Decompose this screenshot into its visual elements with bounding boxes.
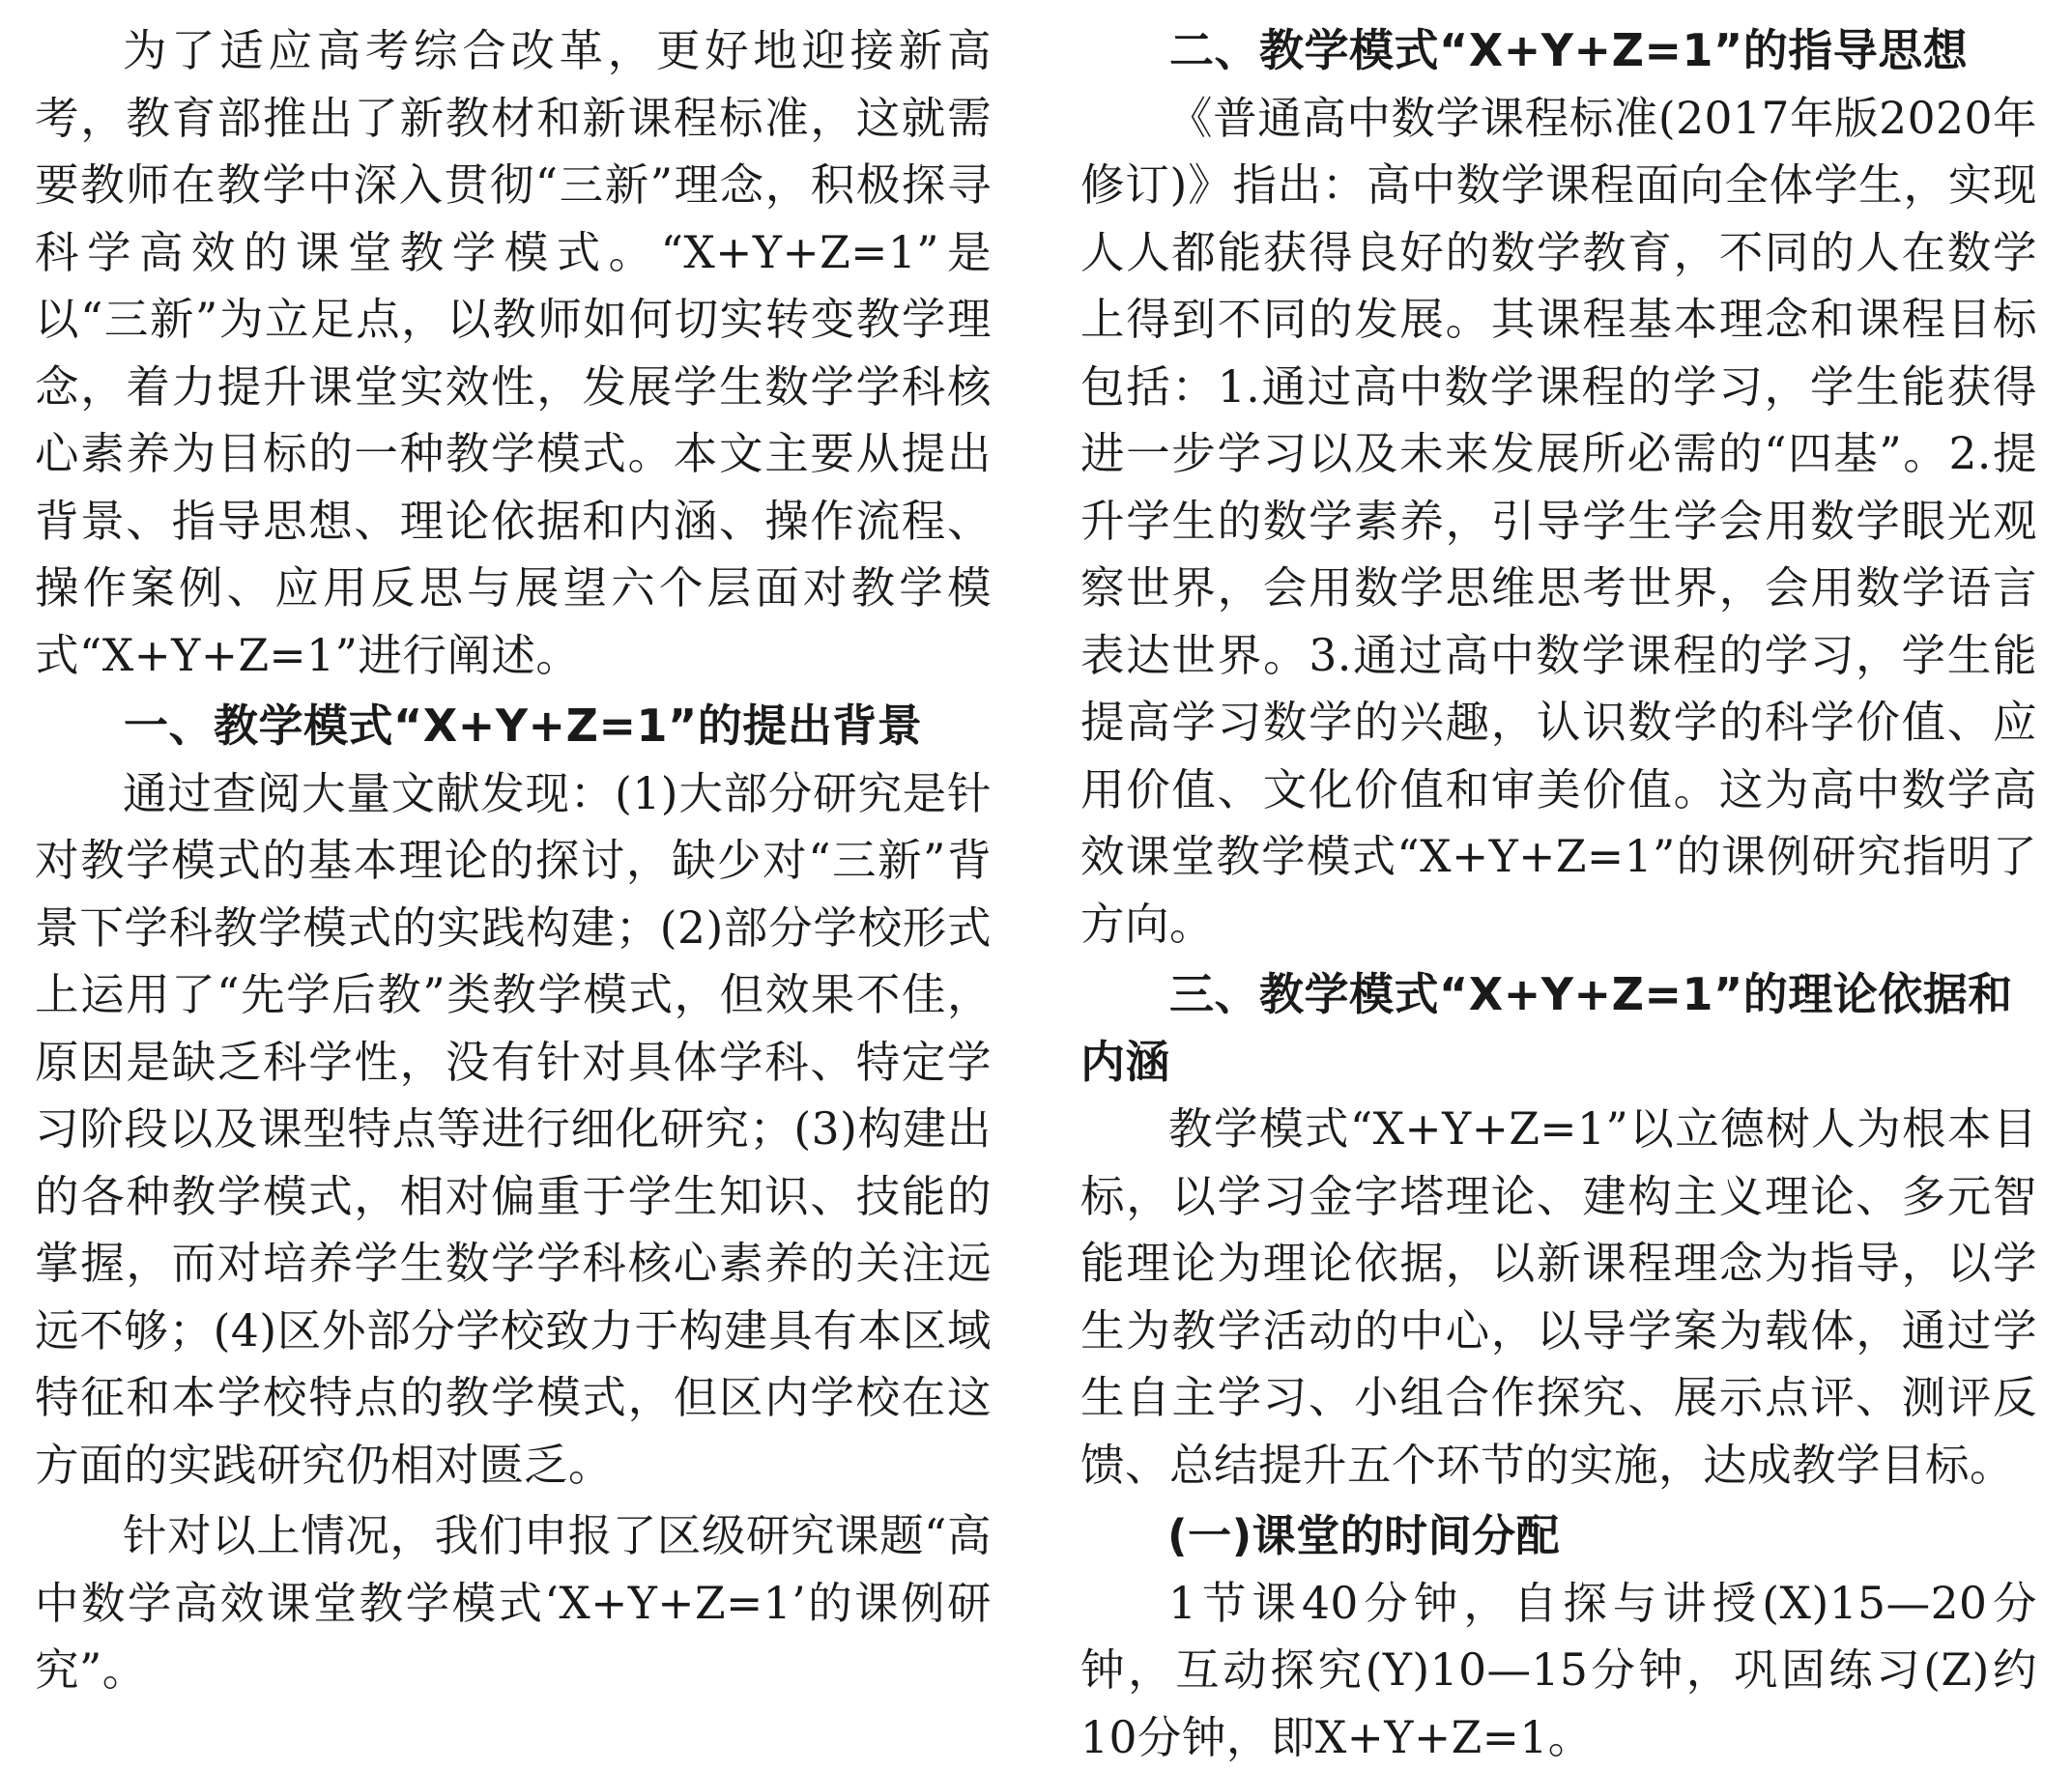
section-1-paragraph-2: 针对以上情况，我们申报了区级研究课题“高中数学高效课堂教学模式‘X+Y+Z=1’的课例研究”。 — [35, 1502, 992, 1704]
section-2-heading: 二、教学模式“X+Y+Z=1”的指导思想 — [1080, 17, 2037, 85]
subsection-1-heading: (一)课堂的时间分配 — [1080, 1502, 2037, 1570]
section-1-heading: 一、教学模式“X+Y+Z=1”的提出背景 — [35, 693, 992, 760]
section-3-heading: 三、教学模式“X+Y+Z=1”的理论依据和内涵 — [1080, 961, 2037, 1096]
left-column — [35, 17, 992, 1704]
intro-paragraph: 为了适应高考综合改革，更好地迎接新高考，教育部推出了新教材和新课程标准，这就需要教师在教学中深入贯彻“三新”理念，积极探寻科学高效的课堂教学模式。“X+Y+Z=1”是以“三新”为立足点，以教师如何切实转变教学理念，着力提升课堂实效性，发展学生数学学科核心素养为目标的一种教学模式。本文主要从提出背景、指导思想、理论依据和内涵、操作流程、操作案例、应用反思与展望六个层面对教学模式“X+Y+Z=1”进行阐述。 — [35, 17, 992, 689]
section-1-paragraph-1: 通过查阅大量文献发现：(1)大部分研究是针对教学模式的基本理论的探讨，缺少对“三新”背景下学科教学模式的实践构建；(2)部分学校形式上运用了“先学后教”类教学模式，但效果不佳，原因是缺乏科学性，没有针对具体学科、特定学习阶段以及课型特点等进行细化研究；(3)构建出的各种教学模式，相对偏重于学生知识、技能的掌握，而对培养学生数学学科核心素养的关注远远不够；(4)区外部分学校致力于构建具有本区域特征和本学校特点的教学模式，但区内学校在这方面的实践研究仍相对匮乏。 — [35, 760, 992, 1500]
section-3-paragraph-1: 教学模式“X+Y+Z=1”以立德树人为根本目标，以学习金字塔理论、建构主义理论、多元智能理论为理论依据，以新课程理念为指导，以学生为教学活动的中心，以导学案为载体，通过学生自主学习、小组合作探究、展示点评、测评反馈、总结提升五个环节的实施，达成教学目标。 — [1080, 1096, 2037, 1499]
subsection-1-paragraph-1: 1节课40分钟，自探与讲授(X)15—20分钟，互动探究(Y)10—15分钟，巩固练习(Z)约10分钟，即X+Y+Z=1。 — [1080, 1570, 2037, 1771]
right-column — [1080, 17, 2037, 1771]
section-2-paragraph-1: 《普通高中数学课程标准(2017年版2020年修订)》指出：高中数学课程面向全体学生，实现人人都能获得良好的数学教育，不同的人在数学上得到不同的发展。其课程基本理念和课程目标包括：1.通过高中数学课程的学习，学生能获得进一步学习以及未来发展所必需的“四基”。2.提升学生的数学素养，引导学生学会用数学眼光观察世界，会用数学思维思考世界，会用数学语言表达世界。3.通过高中数学课程的学习，学生能提高学习数学的兴趣，认识数学的科学价值、应用价值、文化价值和审美价值。这为高中数学高效课堂教学模式“X+Y+Z=1”的课例研究指明了方向。 — [1080, 85, 2037, 958]
